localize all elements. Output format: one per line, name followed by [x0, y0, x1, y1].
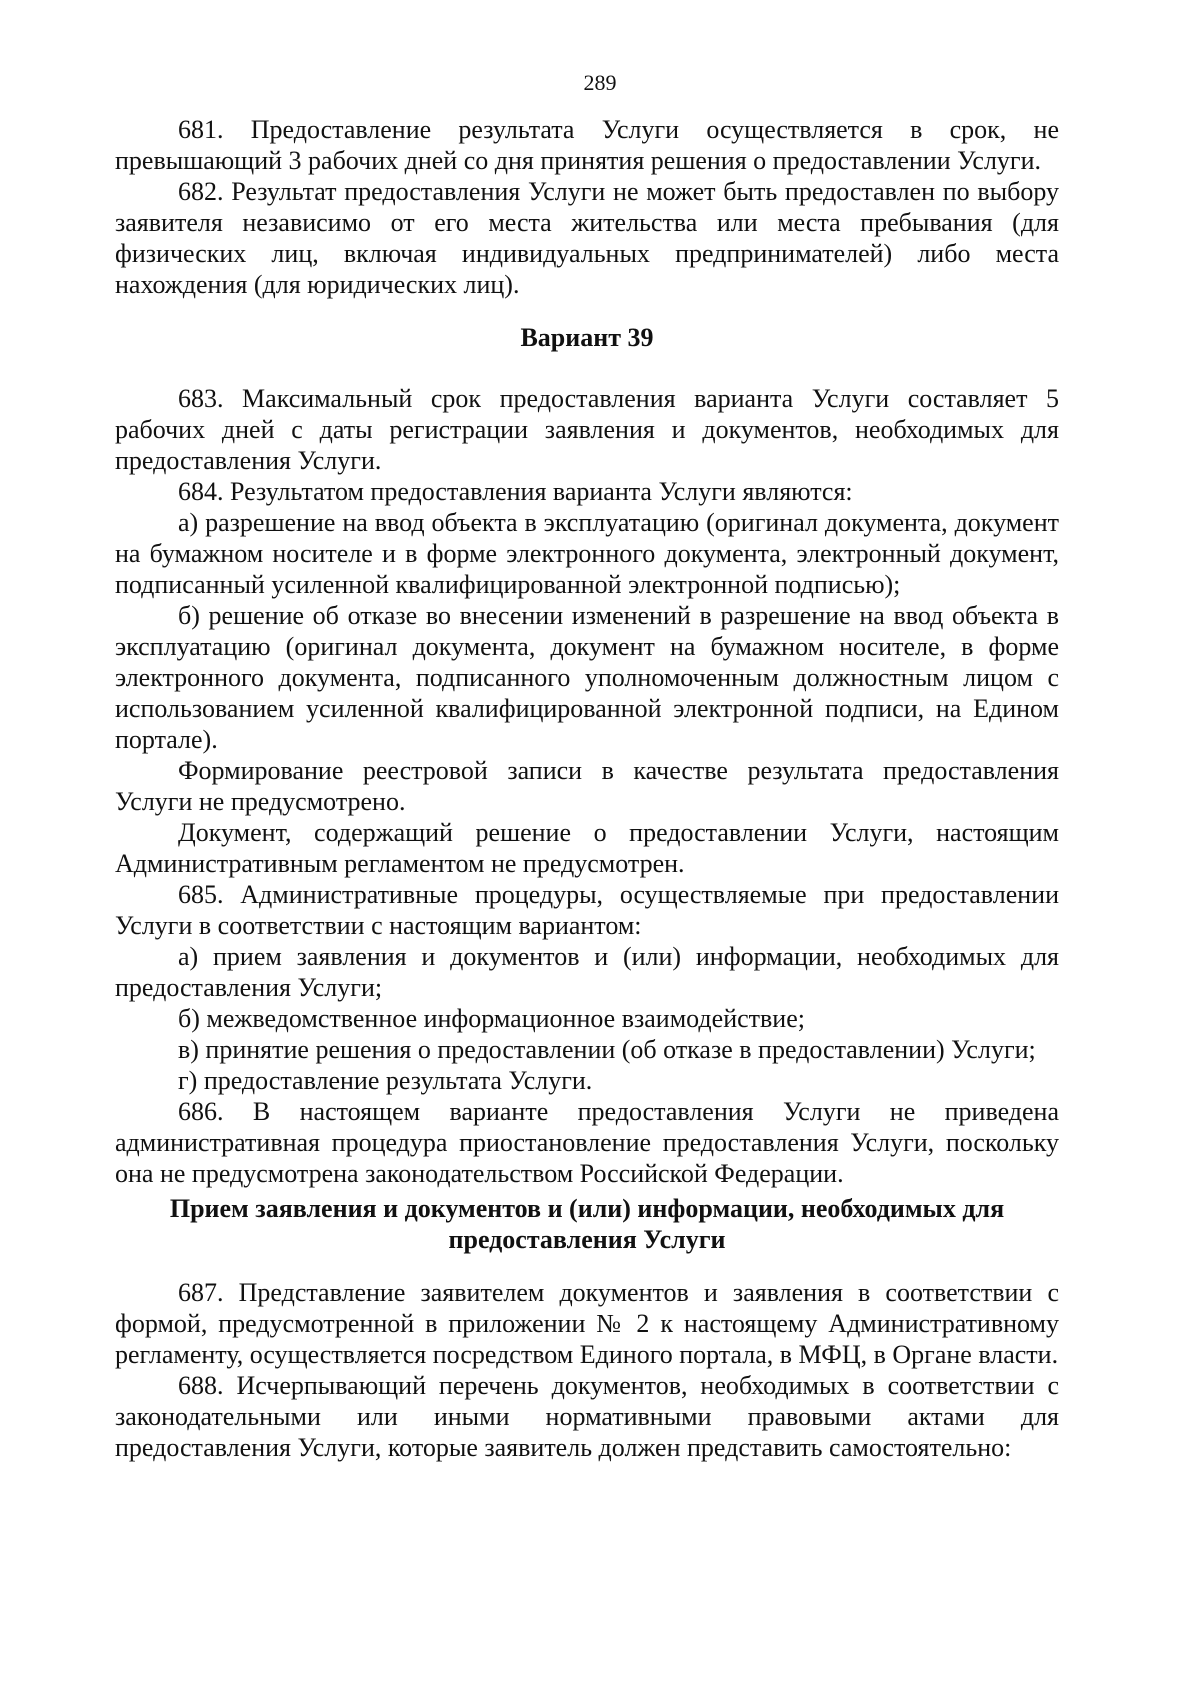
paragraph-684-a: а) разрешение на ввод объекта в эксплуатацию (оригинал документа, документ на бумажном носителе и в форме электронного документа, электронный документ, подписанный усиленной квалифицированной электронной подписью);: [115, 508, 1059, 599]
section-block-3: [115, 1277, 1059, 1463]
heading-reception-of-application: Прием заявления и документов и (или) информации, необходимых для предоставления Услуги: [169, 1194, 1005, 1254]
page-number: 289: [583, 70, 617, 95]
paragraph-685-a: а) прием заявления и документов и (или) информации, необходимых для предоставления Услуги;: [115, 942, 1059, 1002]
paragraph-registry-record: Формирование реестровой записи в качестве результата предоставления Услуги не предусмотрено.: [115, 756, 1059, 816]
paragraph-685: 685. Административные процедуры, осуществляемые при предоставлении Услуги в соответствии с настоящим вариантом:: [115, 880, 1059, 940]
heading-variant-39: Вариант 39: [520, 323, 654, 352]
paragraph-686: 686. В настоящем варианте предоставления Услуги не приведена административная процедура приостановление предоставления Услуги, поскольку она не предусмотрена законодательством Российской Федерации.: [115, 1097, 1059, 1188]
paragraph-685-v: в) принятие решения о предоставлении (об отказе в предоставлении) Услуги;: [178, 1035, 1036, 1064]
paragraph-684-b: б) решение об отказе во внесении изменений в разрешение на ввод объекта в эксплуатацию (оригинал документа, документ на бумажном носителе, в форме электронного документа, подписанного уполномоченным должностным лицом с использованием усиленной квалифицированной электронной подписи, на Едином портале).: [115, 601, 1059, 754]
paragraph-687: 687. Представление заявителем документов и заявления в соответствии с формой, предусмотренной в приложении № 2 к настоящему Административному регламенту, осуществляется посредством Единого портала, в МФЦ, в Органе власти.: [115, 1278, 1059, 1369]
section-block-1: [115, 114, 1059, 300]
section-block-2: [115, 383, 1059, 1189]
paragraph-685-b: б) межведомственное информационное взаимодействие;: [178, 1004, 805, 1033]
paragraph-684: 684. Результатом предоставления варианта Услуги являются:: [178, 477, 853, 506]
paragraph-decision-document: Документ, содержащий решение о предоставлении Услуги, настоящим Административным регламентом не предусмотрен.: [115, 818, 1059, 878]
paragraph-685-g: г) предоставление результата Услуги.: [178, 1066, 593, 1095]
paragraph-681: 681. Предоставление результата Услуги осуществляется в срок, не превышающий 3 рабочих дней со дня принятия решения о предоставлении Услуги.: [115, 115, 1059, 175]
paragraph-683: 683. Максимальный срок предоставления варианта Услуги составляет 5 рабочих дней с даты регистрации заявления и документов, необходимых для предоставления Услуги.: [115, 384, 1059, 475]
paragraph-682: 682. Результат предоставления Услуги не может быть предоставлен по выбору заявителя независимо от его места жительства или места пребывания (для физических лиц, включая индивидуальных предпринимателей) либо места нахождения (для юридических лиц).: [115, 177, 1059, 299]
paragraph-688: 688. Исчерпывающий перечень документов, необходимых в соответствии с законодательными или иными нормативными правовыми актами для предоставления Услуги, которые заявитель должен представить самостоятельно:: [115, 1371, 1059, 1462]
